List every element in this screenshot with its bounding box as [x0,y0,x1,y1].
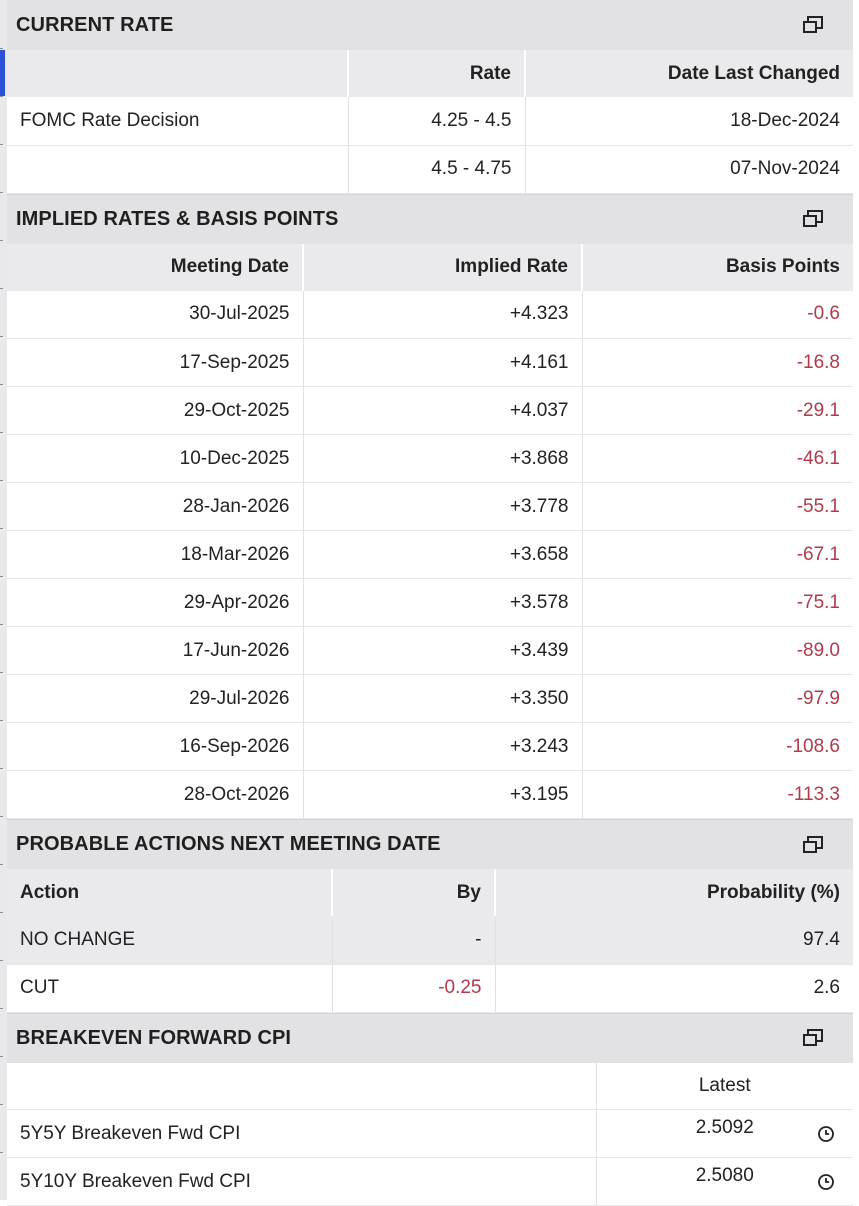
table-row [7,675,853,723]
rail-tick [0,240,3,241]
implied-rate: +3.195 [303,771,582,819]
latest-cell [596,1110,853,1158]
basis-points: -89.0 [582,627,853,675]
table-row [7,1110,853,1158]
table-row [7,97,853,145]
rail-tick [0,1152,3,1153]
meeting-date: 10-Dec-2025 [7,435,303,483]
meeting-date: 29-Oct-2025 [7,387,303,435]
section-title: CURRENT RATE [16,14,174,37]
rail-tick [0,672,3,673]
table-row [7,339,853,387]
meeting-date: 29-Apr-2026 [7,579,303,627]
latest-cell [596,1158,853,1206]
rail-tick [0,1104,3,1105]
meeting-date: 17-Sep-2025 [7,339,303,387]
column-header-probability[interactable]: Probability (%) [495,869,853,916]
implied-rate: +3.868 [303,435,582,483]
basis-points: -29.1 [582,387,853,435]
action-probability: 97.4 [495,916,853,964]
rail-tick [0,960,3,961]
column-header-action[interactable]: Action [7,869,332,916]
left-rail [0,0,7,1200]
meeting-date: 16-Sep-2026 [7,723,303,771]
date-last-changed: 07-Nov-2024 [525,145,853,193]
section-header-implied-rates [7,194,853,244]
section-title: PROBABLE ACTIONS NEXT MEETING DATE [16,833,441,856]
latest-value: 2.5080 [696,1165,754,1186]
rail-tick [0,624,3,625]
table-row [7,1158,853,1206]
breakeven-name[interactable]: 5Y10Y Breakeven Fwd CPI [7,1158,596,1206]
table-row [7,145,853,193]
rail-tick [0,384,3,385]
table-row [7,723,853,771]
section-header-breakeven [7,1013,853,1063]
rail-tick [0,144,3,145]
rail-tick [0,768,3,769]
basis-points: -75.1 [582,579,853,627]
implied-rate: +3.578 [303,579,582,627]
latest-value: 2.5092 [696,1117,754,1138]
basis-points: -16.8 [582,339,853,387]
rate-name [7,145,348,193]
popout-window-icon[interactable] [802,15,824,35]
implied-rate: +3.243 [303,723,582,771]
rail-tick [0,576,3,577]
action-name: NO CHANGE [7,916,332,964]
rail-tick [0,96,3,97]
basis-points: -55.1 [582,483,853,531]
table-row [7,387,853,435]
action-by: - [332,916,495,964]
rate-value: 4.25 - 4.5 [348,97,525,145]
basis-points: -0.6 [582,291,853,339]
rail-tick [0,480,3,481]
implied-rate: +3.350 [303,675,582,723]
rail-tick [0,288,3,289]
rail-tick [0,336,3,337]
table-row [7,435,853,483]
clock-icon[interactable] [817,1173,835,1197]
rail-tick [0,192,3,193]
column-header [7,1063,596,1110]
breakeven-table [7,1063,853,1206]
table-row [7,483,853,531]
implied-rates-table [7,244,853,820]
current-rate-table [7,50,853,194]
rates-panel [7,0,853,1206]
table-row [7,964,853,1012]
action-name: CUT [7,964,332,1012]
implied-rate: +4.037 [303,387,582,435]
column-header-date-last-changed[interactable]: Date Last Changed [525,50,853,97]
active-row-indicator [0,50,5,96]
rail-tick [0,816,3,817]
meeting-date: 28-Jan-2026 [7,483,303,531]
implied-rate: +3.778 [303,483,582,531]
table-row [7,771,853,819]
rail-tick [0,864,3,865]
meeting-date: 18-Mar-2026 [7,531,303,579]
basis-points: -67.1 [582,531,853,579]
column-header-latest[interactable]: Latest [596,1063,853,1110]
column-header-basis-points[interactable]: Basis Points [582,244,853,291]
implied-rate: +4.161 [303,339,582,387]
action-by: -0.25 [332,964,495,1012]
table-row [7,627,853,675]
popout-window-icon[interactable] [802,1028,824,1048]
popout-window-icon[interactable] [802,835,824,855]
section-title: IMPLIED RATES & BASIS POINTS [16,208,338,231]
basis-points: -113.3 [582,771,853,819]
rail-tick [0,48,3,49]
basis-points: -46.1 [582,435,853,483]
popout-window-icon[interactable] [802,209,824,229]
column-header [7,50,348,97]
meeting-date: 29-Jul-2026 [7,675,303,723]
meeting-date: 28-Oct-2026 [7,771,303,819]
breakeven-name[interactable]: 5Y5Y Breakeven Fwd CPI [7,1110,596,1158]
rail-tick [0,528,3,529]
table-row [7,531,853,579]
table-row [7,291,853,339]
basis-points: -108.6 [582,723,853,771]
date-last-changed: 18-Dec-2024 [525,97,853,145]
section-header-probable-actions [7,819,853,869]
rail-tick [0,912,3,913]
implied-rate: +3.439 [303,627,582,675]
rail-tick [0,1056,3,1057]
column-header-by[interactable]: By [332,869,495,916]
section-header-current-rate [7,0,853,50]
rate-value: 4.5 - 4.75 [348,145,525,193]
table-row [7,916,853,964]
implied-rate: +4.323 [303,291,582,339]
rate-name: FOMC Rate Decision [7,97,348,145]
section-title: BREAKEVEN FORWARD CPI [16,1027,291,1050]
clock-icon[interactable] [817,1125,835,1149]
table-row [7,579,853,627]
rail-tick [0,1008,3,1009]
rail-tick [0,720,3,721]
action-probability: 2.6 [495,964,853,1012]
column-header-implied-rate[interactable]: Implied Rate [303,244,582,291]
meeting-date: 30-Jul-2025 [7,291,303,339]
meeting-date: 17-Jun-2026 [7,627,303,675]
implied-rate: +3.658 [303,531,582,579]
rail-tick [0,432,3,433]
column-header-meeting-date[interactable]: Meeting Date [7,244,303,291]
probable-actions-table [7,869,853,1013]
basis-points: -97.9 [582,675,853,723]
column-header-rate[interactable]: Rate [348,50,525,97]
